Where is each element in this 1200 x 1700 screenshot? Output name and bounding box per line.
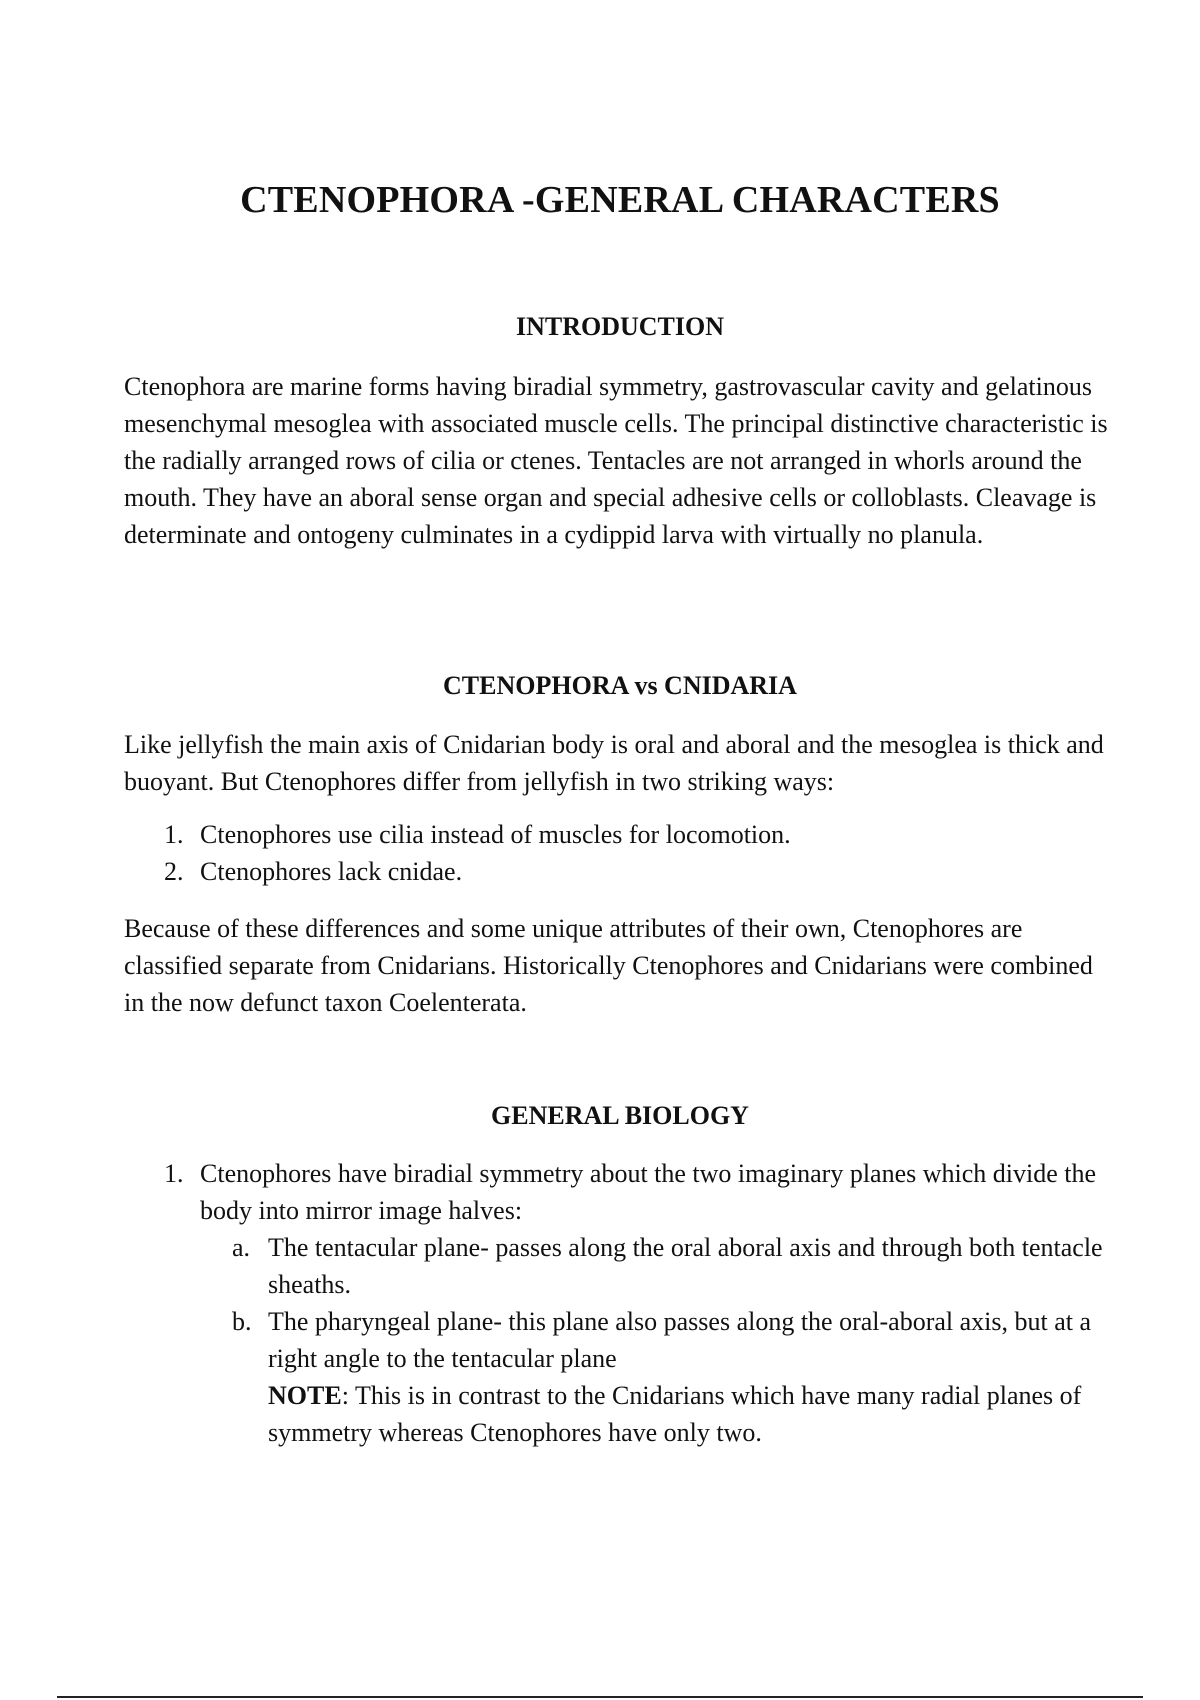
list-marker: 1. — [164, 1159, 184, 1188]
comparison-intro-paragraph: Like jellyfish the main axis of Cnidarian body is oral and aboral and the mesoglea is thick and buoyant. But Ctenophores differ from jellyfish in two striking ways: — [124, 730, 1104, 796]
footer-divider — [57, 1696, 1143, 1698]
list-marker: 1. — [164, 820, 184, 849]
list-item — [164, 853, 1114, 890]
list-marker: 2. — [164, 857, 184, 886]
sublist-item-text: The tentacular plane- passes along the oral aboral axis and through both tentacle sheaths. — [268, 1233, 1103, 1299]
introduction-paragraph: Ctenophora are marine forms having biradial symmetry, gastrovascular cavity and gelatinous mesenchymal mesoglea with associated muscle cells. The principal distinctive characteristic is the radially arranged rows of cilia or ctenes. Tentacles are not arranged in whorls around the mouth. They have an aboral sense organ and special adhesive cells or colloblasts. Cleavage is determinate and ontogeny culminates in a cydippid larva with virtually no planula. — [124, 372, 1108, 549]
sublist-item — [232, 1229, 1124, 1303]
note-label: NOTE — [268, 1381, 342, 1410]
list-item-text: Ctenophores have biradial symmetry about the two imaginary planes which divide the body into mirror image halves: — [200, 1159, 1097, 1225]
sublist-marker: a. — [232, 1233, 251, 1262]
sublist-item-text: The pharyngeal plane- this plane also passes along the oral-aboral axis, but at a right angle to the tentacular plane — [268, 1307, 1092, 1373]
list-item-text: Ctenophores use cilia instead of muscles for locomotion. — [200, 820, 791, 849]
comparison-conclusion-paragraph: Because of these differences and some unique attributes of their own, Ctenophores are classified separate from Cnidarians. Historically Ctenophores and Cnidarians were combined in the now defunct taxon Coelenterata. — [124, 914, 1093, 1017]
introduction-heading: INTRODUCTION — [515, 312, 725, 341]
symmetry-planes-sublist — [232, 1229, 1124, 1451]
list-item — [164, 816, 1114, 853]
general-biology-heading: GENERAL BIOLOGY — [491, 1101, 749, 1130]
general-biology-list — [164, 1155, 1124, 1451]
differences-list — [164, 816, 1114, 890]
list-item — [164, 1155, 1124, 1451]
document-title: CTENOPHORA -GENERAL CHARACTERS — [240, 179, 1000, 221]
sublist-marker: b. — [232, 1307, 252, 1336]
comparison-heading: CTENOPHORA vs CNIDARIA — [443, 671, 797, 700]
list-item-text: Ctenophores lack cnidae. — [200, 857, 463, 886]
sublist-item — [232, 1303, 1124, 1451]
note-text: : This is in contrast to the Cnidarians which have many radial planes of symmetry whereas Ctenophores have only two. — [268, 1381, 1082, 1447]
